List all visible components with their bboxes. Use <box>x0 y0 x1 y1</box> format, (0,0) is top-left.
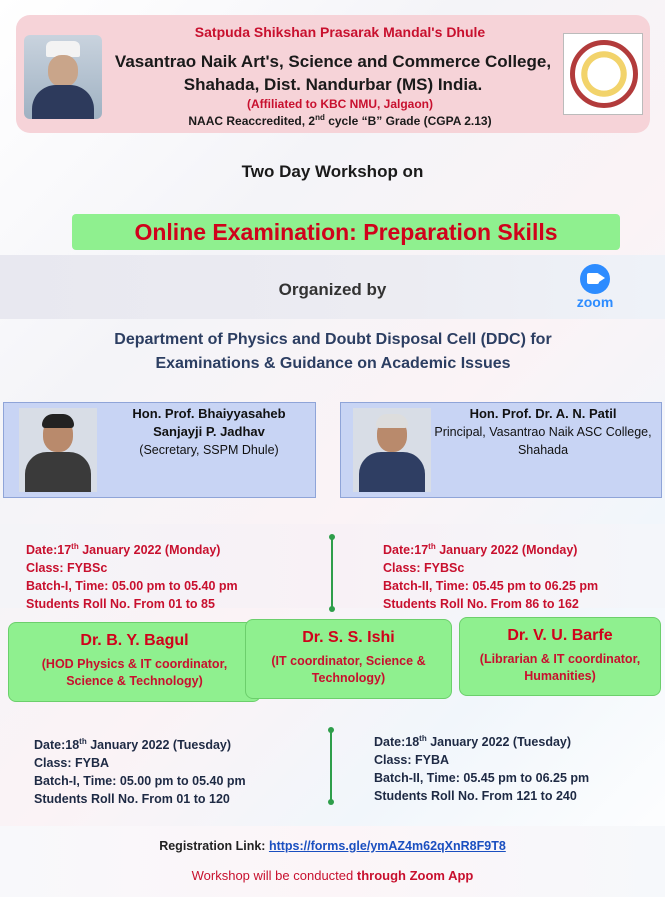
schedule-date: Date:18th January 2022 (Tuesday) <box>34 737 232 753</box>
resource-person-name: Dr. V. U. Barfe <box>507 627 613 644</box>
naac-grade: NAAC Reaccredited, 2nd cycle “B” Grade (CGPA 2.13) <box>188 113 492 128</box>
affiliation: (Affiliated to KBC NMU, Jalgaon) <box>247 97 433 111</box>
principal-designation: Principal, Vasantrao Naik ASC College, <box>434 425 652 439</box>
timeline-line <box>331 537 333 609</box>
schedule-class: Class: FYBA <box>34 756 110 771</box>
college-name <box>108 50 558 96</box>
schedule-day2-batch2 <box>374 730 659 805</box>
zoom-label: zoom <box>576 294 614 310</box>
schedule-day1-batch1 <box>26 538 316 613</box>
patron-card-secretary <box>3 402 316 498</box>
resource-person-name: Dr. S. S. Ishi <box>302 629 395 646</box>
patron-card-principal <box>340 402 662 498</box>
schedule-roll: Students Roll No. From 01 to 120 <box>34 792 230 807</box>
college-name-line1: Vasantrao Naik Art's, Science and Commerce College, <box>114 52 552 71</box>
secretary-photo <box>19 408 97 492</box>
timeline-dot <box>329 606 335 612</box>
schedule-batch: Batch-II, Time: 05.45 pm to 06.25 pm <box>383 579 599 594</box>
secretary-designation: (Secretary, SSPM Dhule) <box>139 443 279 457</box>
college-name-line2: Shahada, Dist. Nandurbar (MS) India. <box>183 75 483 94</box>
society-name: Satpuda Shikshan Prasarak Mandal's Dhule <box>194 24 486 40</box>
schedule-date: Date:17th January 2022 (Monday) <box>26 542 221 558</box>
schedule-roll: Students Roll No. From 86 to 162 <box>383 597 579 612</box>
schedule-roll: Students Roll No. From 01 to 85 <box>26 597 215 612</box>
schedule-class: Class: FYBSc <box>383 561 465 576</box>
schedule-roll: Students Roll No. From 121 to 240 <box>374 789 577 804</box>
department <box>80 328 586 376</box>
secretary-name-line2: Sanjayji P. Jadhav <box>153 424 265 439</box>
schedule-date: Date:18th January 2022 (Tuesday) <box>374 734 572 750</box>
organized-by: Organized by <box>278 280 387 299</box>
zoom-camera-lens-icon <box>599 274 605 282</box>
schedule-class: Class: FYBSc <box>26 561 108 576</box>
schedule-day1-batch2 <box>383 538 663 613</box>
registration <box>0 839 665 853</box>
workshop-title: Online Examination: Preparation Skills <box>72 214 620 250</box>
department-line1: Department of Physics and Doubt Disposal Cell (DDC) for <box>114 331 552 348</box>
workshop-heading: Two Day Workshop on <box>241 162 424 181</box>
timeline-dot <box>328 799 334 805</box>
principal-location: Shahada <box>517 443 569 457</box>
schedule-day2-batch1 <box>34 733 324 808</box>
resource-person-name: Dr. B. Y. Bagul <box>80 632 189 649</box>
resource-person-ishi: Dr. S. S. Ishi (IT coordinator, Science & Technology) <box>245 619 452 699</box>
footer-band <box>0 826 665 897</box>
resource-person-barfe: Dr. V. U. Barfe (Librarian & IT coordinator, Humanities) <box>459 617 661 696</box>
registration-label: Registration Link: <box>159 839 269 853</box>
timeline-line <box>330 730 332 802</box>
department-line2: Examinations & Guidance on Academic Issues <box>155 355 511 372</box>
timeline-dot <box>329 534 335 540</box>
principal-photo <box>353 408 431 492</box>
schedule-batch: Batch-I, Time: 05.00 pm to 05.40 pm <box>34 774 246 789</box>
schedule-batch: Batch-I, Time: 05.00 pm to 05.40 pm <box>26 579 238 594</box>
principal-name: Hon. Prof. Dr. A. N. Patil <box>469 406 617 421</box>
founder-photo <box>24 35 102 119</box>
schedule-date: Date:17th January 2022 (Monday) <box>383 542 578 558</box>
timeline-dot <box>328 727 334 733</box>
resource-person-bagul: Dr. B. Y. Bagul (HOD Physics & IT coordinator, Science & Technology) <box>8 622 261 702</box>
zoom-camera-icon <box>587 273 599 284</box>
footer-note: Workshop will be conducted through Zoom App <box>191 868 474 883</box>
college-logo-icon <box>563 33 643 115</box>
schedule-batch: Batch-II, Time: 05.45 pm to 06.25 pm <box>374 771 590 786</box>
secretary-name-line1: Hon. Prof. Bhaiyyasaheb <box>132 406 286 421</box>
registration-link[interactable]: https://forms.gle/ymAZ4m62qXnR8F9T8 <box>268 839 506 853</box>
schedule-class: Class: FYBA <box>374 753 450 768</box>
